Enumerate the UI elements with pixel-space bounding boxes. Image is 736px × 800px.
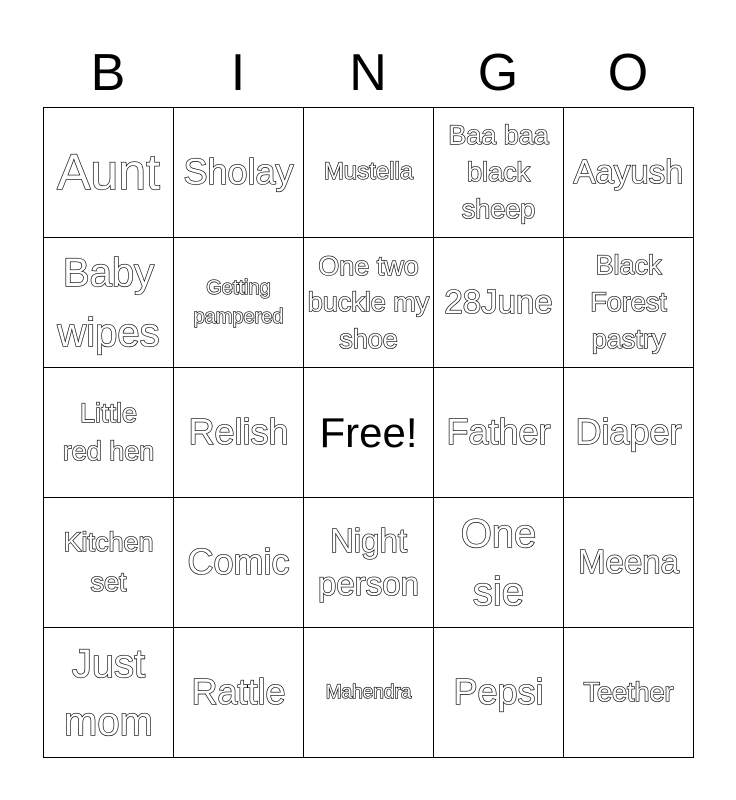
cell-label: Father [446,411,551,453]
cell-label: Rattle [191,671,286,713]
cell-label: One two buckle my shoe [307,251,430,354]
bingo-cell[interactable] [44,238,174,368]
cell-label: Mustella [323,158,414,186]
bingo-cell[interactable] [174,108,304,238]
cell-label: Diaper [575,411,682,453]
bingo-cell[interactable] [304,628,434,758]
bingo-cell[interactable] [434,368,564,498]
bingo-cell[interactable] [44,108,174,238]
bingo-cell[interactable] [564,628,694,758]
bingo-cell[interactable] [434,238,564,368]
bingo-cell[interactable] [304,238,434,368]
bingo-cell[interactable] [174,498,304,628]
bingo-cell[interactable] [44,498,174,628]
header-letter-g: G [477,44,519,102]
bingo-header [43,40,693,106]
bingo-cell[interactable] [564,368,694,498]
cell-label: One sie [460,511,537,614]
cell-label: Black Forest pastry [590,249,667,355]
cell-label: Night person [318,521,419,602]
cell-label: Comic [187,541,290,583]
cell-label: Kitchen set [63,527,154,597]
header-letter-o: O [607,44,649,102]
cell-label: Teether [583,677,674,708]
bingo-cell[interactable] [434,498,564,628]
cell-label: Getting pampered [193,276,284,328]
bingo-cell[interactable] [434,628,564,758]
cell-label: Relish [188,411,289,453]
cell-label: Aayush [573,153,684,191]
header-letter-i: I [230,44,246,102]
cell-label: Sholay [183,151,294,193]
bingo-cell[interactable] [564,108,694,238]
bingo-cell[interactable] [564,238,694,368]
header-letter-n: N [349,44,387,102]
bingo-cell[interactable] [174,628,304,758]
bingo-cell[interactable] [174,368,304,498]
cell-label: Just mom [64,641,153,744]
bingo-cell[interactable] [304,108,434,238]
cell-label: Pepsi [453,671,544,713]
cell-label: Baa baa black sheep [448,119,549,225]
free-label: Free! [319,408,418,456]
free-cell[interactable] [304,368,434,498]
cell-label: Meena [578,543,679,581]
bingo-cell[interactable] [44,368,174,498]
cell-label: Mahendra [325,681,412,703]
bingo-cell[interactable] [44,628,174,758]
bingo-cell[interactable] [304,498,434,628]
cell-label: 28June [444,283,553,321]
cell-label: Baby wipes [57,250,160,355]
header-letter-b: B [90,44,126,102]
bingo-cell[interactable] [434,108,564,238]
bingo-cell[interactable] [564,498,694,628]
cell-label: Aunt [57,143,160,200]
cell-label: Little red hen [62,398,155,466]
bingo-board [43,107,694,758]
bingo-cell[interactable] [174,238,304,368]
